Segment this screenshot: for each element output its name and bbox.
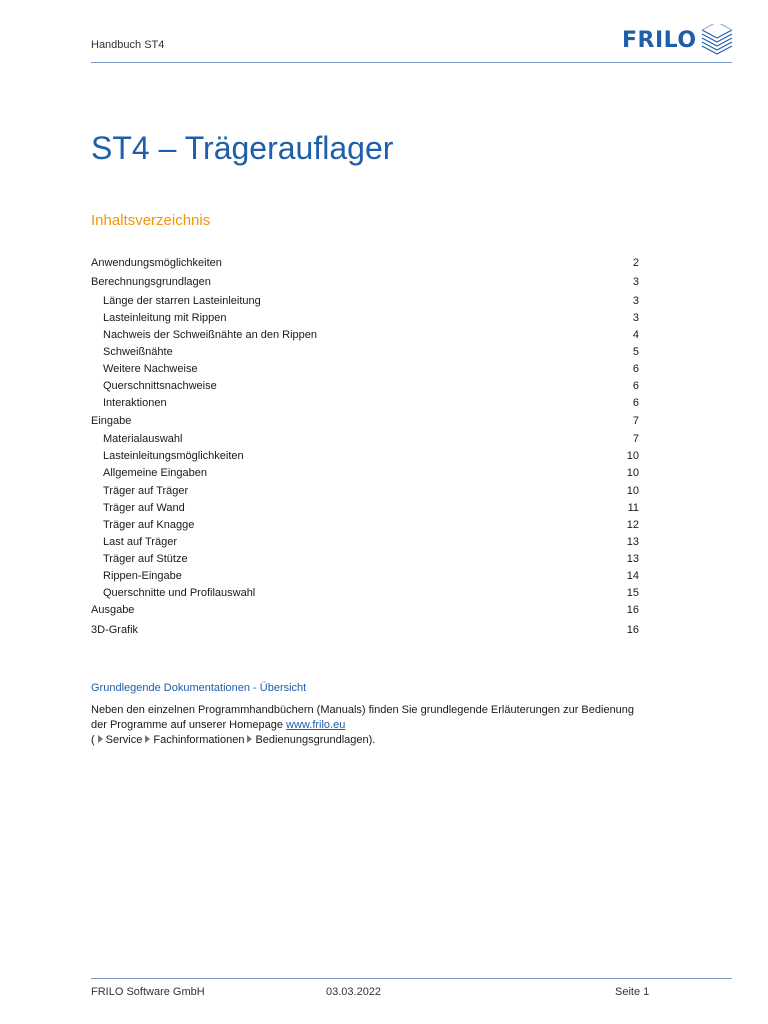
toc-entry-page: 3 [632,295,639,307]
toc-entry[interactable] [91,623,639,637]
toc-entry-label: Eingabe [91,415,132,427]
toc-entry-page: 10 [626,485,639,497]
toc-entry-page: 5 [632,346,639,358]
toc-entry-page: 10 [626,450,639,462]
toc-entry-page: 11 [627,502,639,514]
toc-entry[interactable] [91,414,639,428]
docs-paragraph-line-2 [91,718,345,733]
footer-page-number: Seite 1 [615,986,650,998]
toc-entry-label: Träger auf Wand [103,502,185,514]
chevron-right-icon [145,735,150,743]
toc-entry-label: Nachweis der Schweißnähte an den Rippen [103,329,318,341]
toc-entry-label: Rippen-Eingabe [103,570,182,582]
toc-entry-label: Lasteinleitung mit Rippen [103,312,227,324]
toc-entry[interactable] [91,569,639,583]
toc-entry[interactable] [91,484,639,498]
header-divider [91,62,732,63]
breadcrumb-open-paren: ( [91,734,95,746]
toc-entry-label: 3D-Grafik [91,624,139,636]
toc-entry-label: Querschnittsnachweise [103,380,217,392]
frilo-logo [622,24,734,56]
toc-entry-page: 10 [626,467,639,479]
chevron-right-icon [98,735,103,743]
docs-heading: Grundlegende Dokumentationen - Übersicht [91,682,307,694]
toc-entry[interactable] [91,603,639,617]
toc-entry[interactable] [91,379,639,393]
toc-entry-page: 4 [632,329,639,341]
logo-stack-icon [700,24,734,56]
toc-entry[interactable] [91,311,639,325]
toc-entry-label: Last auf Träger [103,536,177,548]
docs-breadcrumb [91,733,375,748]
page-title: ST4 – Trägerauflager [91,130,394,166]
breadcrumb-service: Service [105,734,143,746]
toc-entry-page: 6 [632,397,639,409]
toc-entry-label: Länge der starren Lasteinleitung [103,295,261,307]
toc-entry[interactable] [91,449,639,463]
footer-date: 03.03.2022 [326,986,382,998]
header-manual-name: Handbuch ST4 [91,39,165,51]
toc-entry-page: 3 [632,276,639,288]
frilo-homepage-link[interactable]: www.frilo.eu [286,719,346,731]
toc-entry[interactable] [91,345,639,359]
toc-entry-page: 13 [626,553,639,565]
toc-entry[interactable] [91,586,639,600]
toc-entry-label: Materialauswahl [103,433,183,445]
toc-entry-page: 13 [626,536,639,548]
toc-entry-page: 6 [632,380,639,392]
toc-entry-label: Allgemeine Eingaben [103,467,207,479]
toc-heading: Inhaltsverzeichnis [91,212,211,229]
toc-entry-label: Querschnitte und Profilauswahl [103,587,256,599]
toc-entry-label: Träger auf Träger [103,485,189,497]
breadcrumb-bedienungsgrundlagen: Bedienungsgrundlagen [255,734,369,746]
toc-entry-page: 14 [626,570,639,582]
toc-entry-label: Anwendungsmöglichkeiten [91,257,222,269]
toc-entry-page: 3 [632,312,639,324]
toc-entry[interactable] [91,362,639,376]
docs-paragraph-line-1: Neben den einzelnen Programmhandbüchern (Manuals) finden Sie grundlegende Erläuterungen zur Bedienung [91,704,635,716]
toc-entry-page: 15 [626,587,639,599]
toc-entry[interactable] [91,535,639,549]
toc-entry-page: 7 [632,433,639,445]
toc-entry[interactable] [91,256,639,270]
toc-entry-label: Lasteinleitungsmöglichkeiten [103,450,244,462]
toc-entry-page: 16 [626,624,639,636]
breadcrumb-close: ). [368,734,376,746]
toc-entry-page: 6 [632,363,639,375]
toc-entry-page: 16 [626,604,639,616]
toc-entry[interactable] [91,275,639,289]
toc-entry[interactable] [91,396,639,410]
toc-entry-label: Ausgabe [91,604,135,616]
toc-entry[interactable] [91,328,639,342]
footer-divider [91,978,732,979]
toc-entry-label: Interaktionen [103,397,167,409]
toc-entry-label: Träger auf Stütze [103,553,188,565]
toc-entry[interactable] [91,518,639,532]
toc-entry-label: Schweißnähte [103,346,173,358]
footer-company: FRILO Software GmbH [91,986,205,998]
chevron-right-icon [247,735,252,743]
logo-wordmark: FRILO [622,27,697,53]
toc-entry[interactable] [91,432,639,446]
breadcrumb-fachinformationen: Fachinformationen [153,734,245,746]
toc-entry[interactable] [91,294,639,308]
toc-entry[interactable] [91,466,639,480]
toc-entry[interactable] [91,552,639,566]
docs-line2-text: der Programme auf unserer Homepage [91,719,287,731]
toc-entry-label: Weitere Nachweise [103,363,198,375]
toc-entry-label: Berechnungsgrundlagen [91,276,211,288]
toc-entry[interactable] [91,501,639,515]
toc-entry-page: 2 [632,257,639,269]
toc-entry-page: 12 [626,519,639,531]
toc-entry-label: Träger auf Knagge [103,519,195,531]
toc-entry-page: 7 [632,415,639,427]
